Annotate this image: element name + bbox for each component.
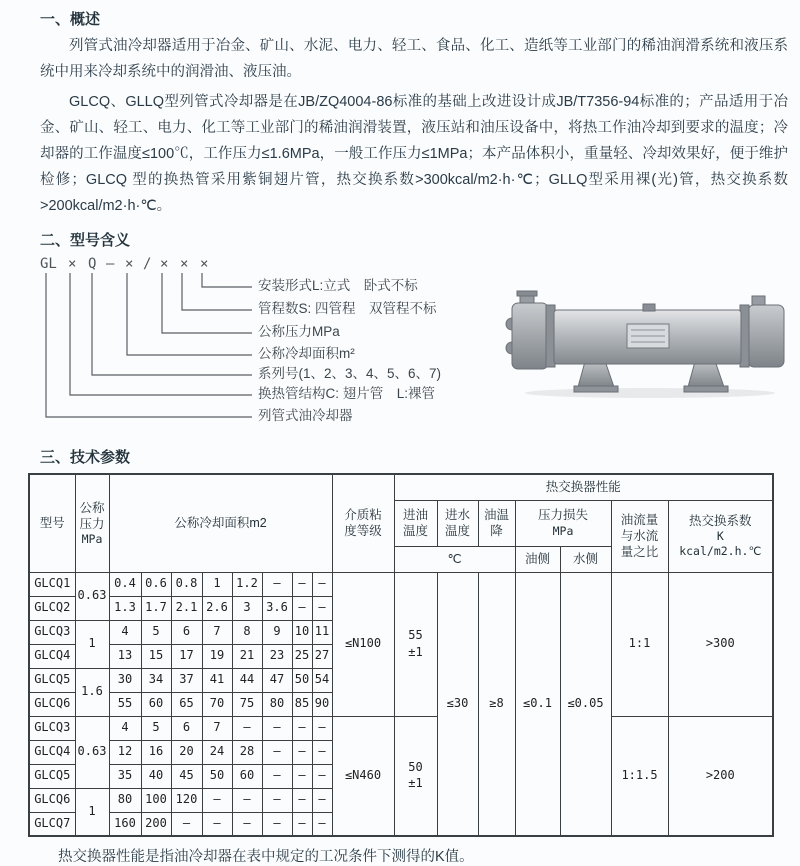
area-cell: –	[292, 716, 312, 740]
header-water-in-line: 温度	[444, 524, 470, 538]
header-water-in-line: 进水	[444, 507, 470, 522]
area-cell: 0.8	[171, 572, 202, 596]
area-cell: 17	[171, 644, 202, 668]
heat-coefficient-cell: >300	[668, 572, 773, 716]
header-area: 公称冷却面积m2	[109, 474, 332, 572]
area-cell: 100	[141, 788, 171, 812]
area-cell: 20	[171, 740, 202, 764]
header-oil-drop-line: 油温	[483, 507, 509, 522]
area-cell: 25	[292, 644, 312, 668]
area-cell: 12	[109, 740, 141, 764]
model-code-label: 公称冷却面积m²	[258, 346, 355, 361]
area-cell: 160	[109, 812, 141, 836]
area-cell: 50	[292, 668, 312, 692]
header-heat-coefficient-line: 热交换系数	[689, 513, 752, 528]
model-code-symbol: –	[106, 256, 115, 272]
model-code-label: 公称压力MPa	[258, 324, 340, 339]
area-cell: 1.7	[141, 596, 171, 620]
area-cell: 2.1	[171, 596, 202, 620]
section-model-meaning-title: 二、型号含义	[40, 232, 131, 249]
model-cell: GLCQ4	[29, 740, 75, 764]
model-cell: GLCQ2	[29, 596, 75, 620]
area-cell: –	[232, 788, 262, 812]
vent-knob	[643, 304, 655, 311]
area-cell: 80	[262, 692, 292, 716]
water-side-loss-cell: ≤0.05	[560, 572, 611, 836]
header-viscosity	[332, 474, 394, 572]
header-heat-coefficient-symbol: K	[716, 529, 724, 544]
area-cell: –	[312, 788, 332, 812]
area-cell: 15	[141, 644, 171, 668]
header-pressure-loss	[515, 500, 611, 546]
header-viscosity-line: 度等级	[344, 524, 382, 539]
area-cell: –	[312, 812, 332, 836]
area-cell: 5	[141, 716, 171, 740]
area-cell: –	[292, 572, 312, 596]
header-oil-drop-line: 降	[490, 524, 503, 538]
oil-in-temp-cell	[394, 572, 437, 716]
foot-base-left	[574, 386, 618, 392]
header-pressure-unit: MPa	[81, 532, 103, 547]
area-cell: 3	[232, 596, 262, 620]
header-viscosity-line: 介质粘	[344, 508, 382, 522]
area-cell: 21	[232, 644, 262, 668]
product-shadow	[525, 388, 775, 398]
header-oil-in-line: 温度	[402, 524, 428, 538]
area-cell: 54	[312, 668, 332, 692]
area-cell: 37	[171, 668, 202, 692]
area-cell: 9	[262, 620, 292, 644]
header-heat-coefficient	[668, 500, 773, 572]
area-cell: –	[202, 788, 232, 812]
area-cell: 23	[262, 644, 292, 668]
oil-in-temp-cell	[394, 716, 437, 836]
model-cell: GLCQ3	[29, 620, 75, 644]
model-cell: GLCQ7	[29, 812, 75, 836]
area-cell: 45	[171, 764, 202, 788]
header-performance: 热交换器性能	[394, 474, 773, 500]
area-cell: 65	[171, 692, 202, 716]
area-cell: 1.3	[109, 596, 141, 620]
area-cell: 2.6	[202, 596, 232, 620]
area-cell: 13	[109, 644, 141, 668]
model-code-symbol: Q	[88, 256, 97, 272]
header-pressure	[75, 474, 109, 572]
area-cell: 11	[312, 620, 332, 644]
area-cell: –	[262, 716, 292, 740]
pressure-cell: 1.6	[75, 668, 109, 716]
foot-base-right	[684, 386, 728, 392]
flow-ratio-cell: 1:1.5	[611, 716, 668, 836]
section-overview-title: 一、概述	[40, 11, 101, 28]
area-cell: 200	[141, 812, 171, 836]
area-cell: –	[262, 740, 292, 764]
area-cell: –	[312, 596, 332, 620]
area-cell: 6	[171, 620, 202, 644]
model-code-diagram	[40, 256, 800, 440]
pressure-cell: 1	[75, 620, 109, 668]
header-pressure-line: 压力	[79, 516, 105, 531]
header-water-in	[437, 500, 478, 546]
model-code-label: 安装形式L:立式 卧式不标	[258, 278, 418, 293]
header-oil-side: 油侧	[515, 546, 560, 572]
area-cell: 10	[292, 620, 312, 644]
model-code-label: 系列号(1、2、3、4、5、6、7)	[258, 366, 442, 381]
viscosity-cell: ≤N100	[332, 572, 394, 716]
area-cell: –	[262, 788, 292, 812]
area-cell: 0.4	[109, 572, 141, 596]
model-code-symbol: ×	[200, 256, 209, 272]
area-cell: 1.2	[232, 572, 262, 596]
header-oil-in	[394, 500, 437, 546]
model-code-symbol: ×	[125, 256, 134, 272]
model-code-label: 换热管结构C: 翅片管 L:裸管	[258, 386, 436, 401]
area-cell: 85	[292, 692, 312, 716]
area-cell: 8	[232, 620, 262, 644]
spec-table	[28, 473, 774, 837]
header-heat-coefficient-unit: kcal/m2.h.℃	[679, 544, 762, 559]
area-cell: 0.6	[141, 572, 171, 596]
table-row	[29, 716, 773, 740]
oil-side-loss-cell: ≤0.1	[515, 572, 560, 836]
area-cell: 19	[202, 644, 232, 668]
section-tech-params-title: 三、技术参数	[40, 449, 131, 466]
area-cell: 24	[202, 740, 232, 764]
header-celsius: ℃	[394, 546, 515, 572]
area-cell: 34	[141, 668, 171, 692]
oil-in-temp-value: 50	[408, 759, 423, 774]
pressure-cell: 0.63	[75, 716, 109, 788]
header-pressure-loss-unit: MPa	[552, 523, 574, 538]
model-code-symbol: ×	[68, 256, 77, 272]
area-cell: 7	[202, 716, 232, 740]
area-cell: 30	[109, 668, 141, 692]
area-cell: –	[262, 812, 292, 836]
area-cell: –	[202, 812, 232, 836]
header-pressure-loss-line: 压力损失	[537, 508, 588, 523]
model-cell: GLCQ1	[29, 572, 75, 596]
area-cell: –	[232, 716, 262, 740]
model-code-symbol: /	[143, 256, 152, 272]
model-cell: GLCQ6	[29, 788, 75, 812]
model-cell: GLCQ3	[29, 716, 75, 740]
area-cell: 4	[109, 620, 141, 644]
area-cell: 1	[202, 572, 232, 596]
area-cell: –	[292, 764, 312, 788]
model-code-label: 列管式油冷却器	[258, 408, 353, 423]
end-cap-left	[512, 303, 548, 369]
area-cell: 7	[202, 620, 232, 644]
area-cell: –	[292, 812, 312, 836]
viscosity-cell: ≤N460	[332, 716, 394, 836]
oil-cooler-product-image	[500, 288, 800, 400]
header-pressure-line: 公称	[79, 500, 105, 515]
area-cell: –	[292, 740, 312, 764]
area-cell: –	[312, 716, 332, 740]
flow-ratio-cell: 1:1	[611, 572, 668, 716]
header-oil-in-line: 进油	[402, 507, 428, 522]
area-cell: –	[232, 812, 262, 836]
header-flow-ratio-line: 与水流	[620, 528, 659, 543]
area-cell: 27	[312, 644, 332, 668]
area-cell: 28	[232, 740, 262, 764]
area-cell: –	[171, 812, 202, 836]
oil-temp-drop-cell: ≥8	[478, 572, 515, 836]
header-flow-ratio	[611, 500, 668, 572]
area-cell: –	[312, 740, 332, 764]
overview-paragraph-2: GLCQ、GLLQ型列管式冷却器是在JB/ZQ4004-86标准的基础上改进设计成JB/T7356-94标准的；产品适用于冶金、矿山、轻工、电力、化工等工业部门的稀油润滑装置，液压站和油压设备中，将热工作油冷却到要求的温度；冷却器的工作温度≤100℃，工作压力≤1.6MPa，一般工作压力≤1MPa；本产品体积小，重量轻、冷却效果好，便于维护检修；GLCQ 型的换热管采用紫铜翅片管，热交换系数>300kcal/m2·h·℃；GLLQ型采用裸(光)管，热交换系数>200kcal/m2·h·℃。	[40, 94, 788, 214]
table-footnote: 热交换器性能是指油冷却器在表中规定的工况条件下测得的K值。	[58, 849, 474, 865]
area-cell: 70	[202, 692, 232, 716]
code-connector-lines	[40, 273, 255, 435]
header-flow-ratio-line: 油流量	[620, 512, 659, 527]
area-cell: –	[312, 572, 332, 596]
area-cell: –	[292, 596, 312, 620]
area-cell: –	[312, 764, 332, 788]
model-cell: GLCQ5	[29, 764, 75, 788]
area-cell: 4	[109, 716, 141, 740]
oil-in-temp-tolerance: ±1	[408, 776, 423, 791]
area-cell: 47	[262, 668, 292, 692]
area-cell: 120	[171, 788, 202, 812]
area-cell: 44	[232, 668, 262, 692]
model-cell: GLCQ4	[29, 644, 75, 668]
oil-in-temp-tolerance: ±1	[408, 644, 423, 659]
table-row	[29, 572, 773, 596]
nozzle-flange-left	[517, 291, 537, 296]
area-cell: –	[292, 788, 312, 812]
area-cell: 60	[141, 692, 171, 716]
header-flow-ratio-line: 量之比	[620, 545, 659, 560]
model-cell: GLCQ5	[29, 668, 75, 692]
area-cell: –	[262, 764, 292, 788]
area-cell: 5	[141, 620, 171, 644]
oil-in-temp-value: 55	[408, 627, 423, 642]
model-code-label: 管程数S: 四管程 双管程不标	[258, 301, 437, 316]
area-cell: 50	[202, 764, 232, 788]
water-in-temp-cell: ≤30	[437, 572, 478, 836]
header-model: 型号	[29, 474, 75, 572]
area-cell: –	[262, 572, 292, 596]
area-cell: 80	[109, 788, 141, 812]
end-cap-right	[748, 305, 784, 367]
header-oil-drop	[478, 500, 515, 546]
model-code-symbol: GL	[40, 256, 57, 272]
area-cell: 6	[171, 716, 202, 740]
area-cell: 16	[141, 740, 171, 764]
area-cell: 40	[141, 764, 171, 788]
area-cell: 35	[109, 764, 141, 788]
area-cell: 41	[202, 668, 232, 692]
heat-coefficient-cell: >200	[668, 716, 773, 836]
model-code-symbol: ×	[160, 256, 169, 272]
area-cell: 3.6	[262, 596, 292, 620]
area-cell: 75	[232, 692, 262, 716]
pressure-cell: 1	[75, 788, 109, 836]
area-cell: 55	[109, 692, 141, 716]
model-cell: GLCQ6	[29, 692, 75, 716]
area-cell: 90	[312, 692, 332, 716]
pressure-cell: 0.63	[75, 572, 109, 620]
model-code-symbol: ×	[180, 256, 189, 272]
overview-paragraph-1: 列管式油冷却器适用于冶金、矿山、水泥、电力、轻工、食品、化工、造纸等工业部门的稀油润滑系统和液压系统中用来冷却系统中的润滑油、液压油。	[40, 38, 788, 80]
header-row	[29, 474, 773, 500]
area-cell: 60	[232, 764, 262, 788]
header-water-side: 水侧	[560, 546, 611, 572]
